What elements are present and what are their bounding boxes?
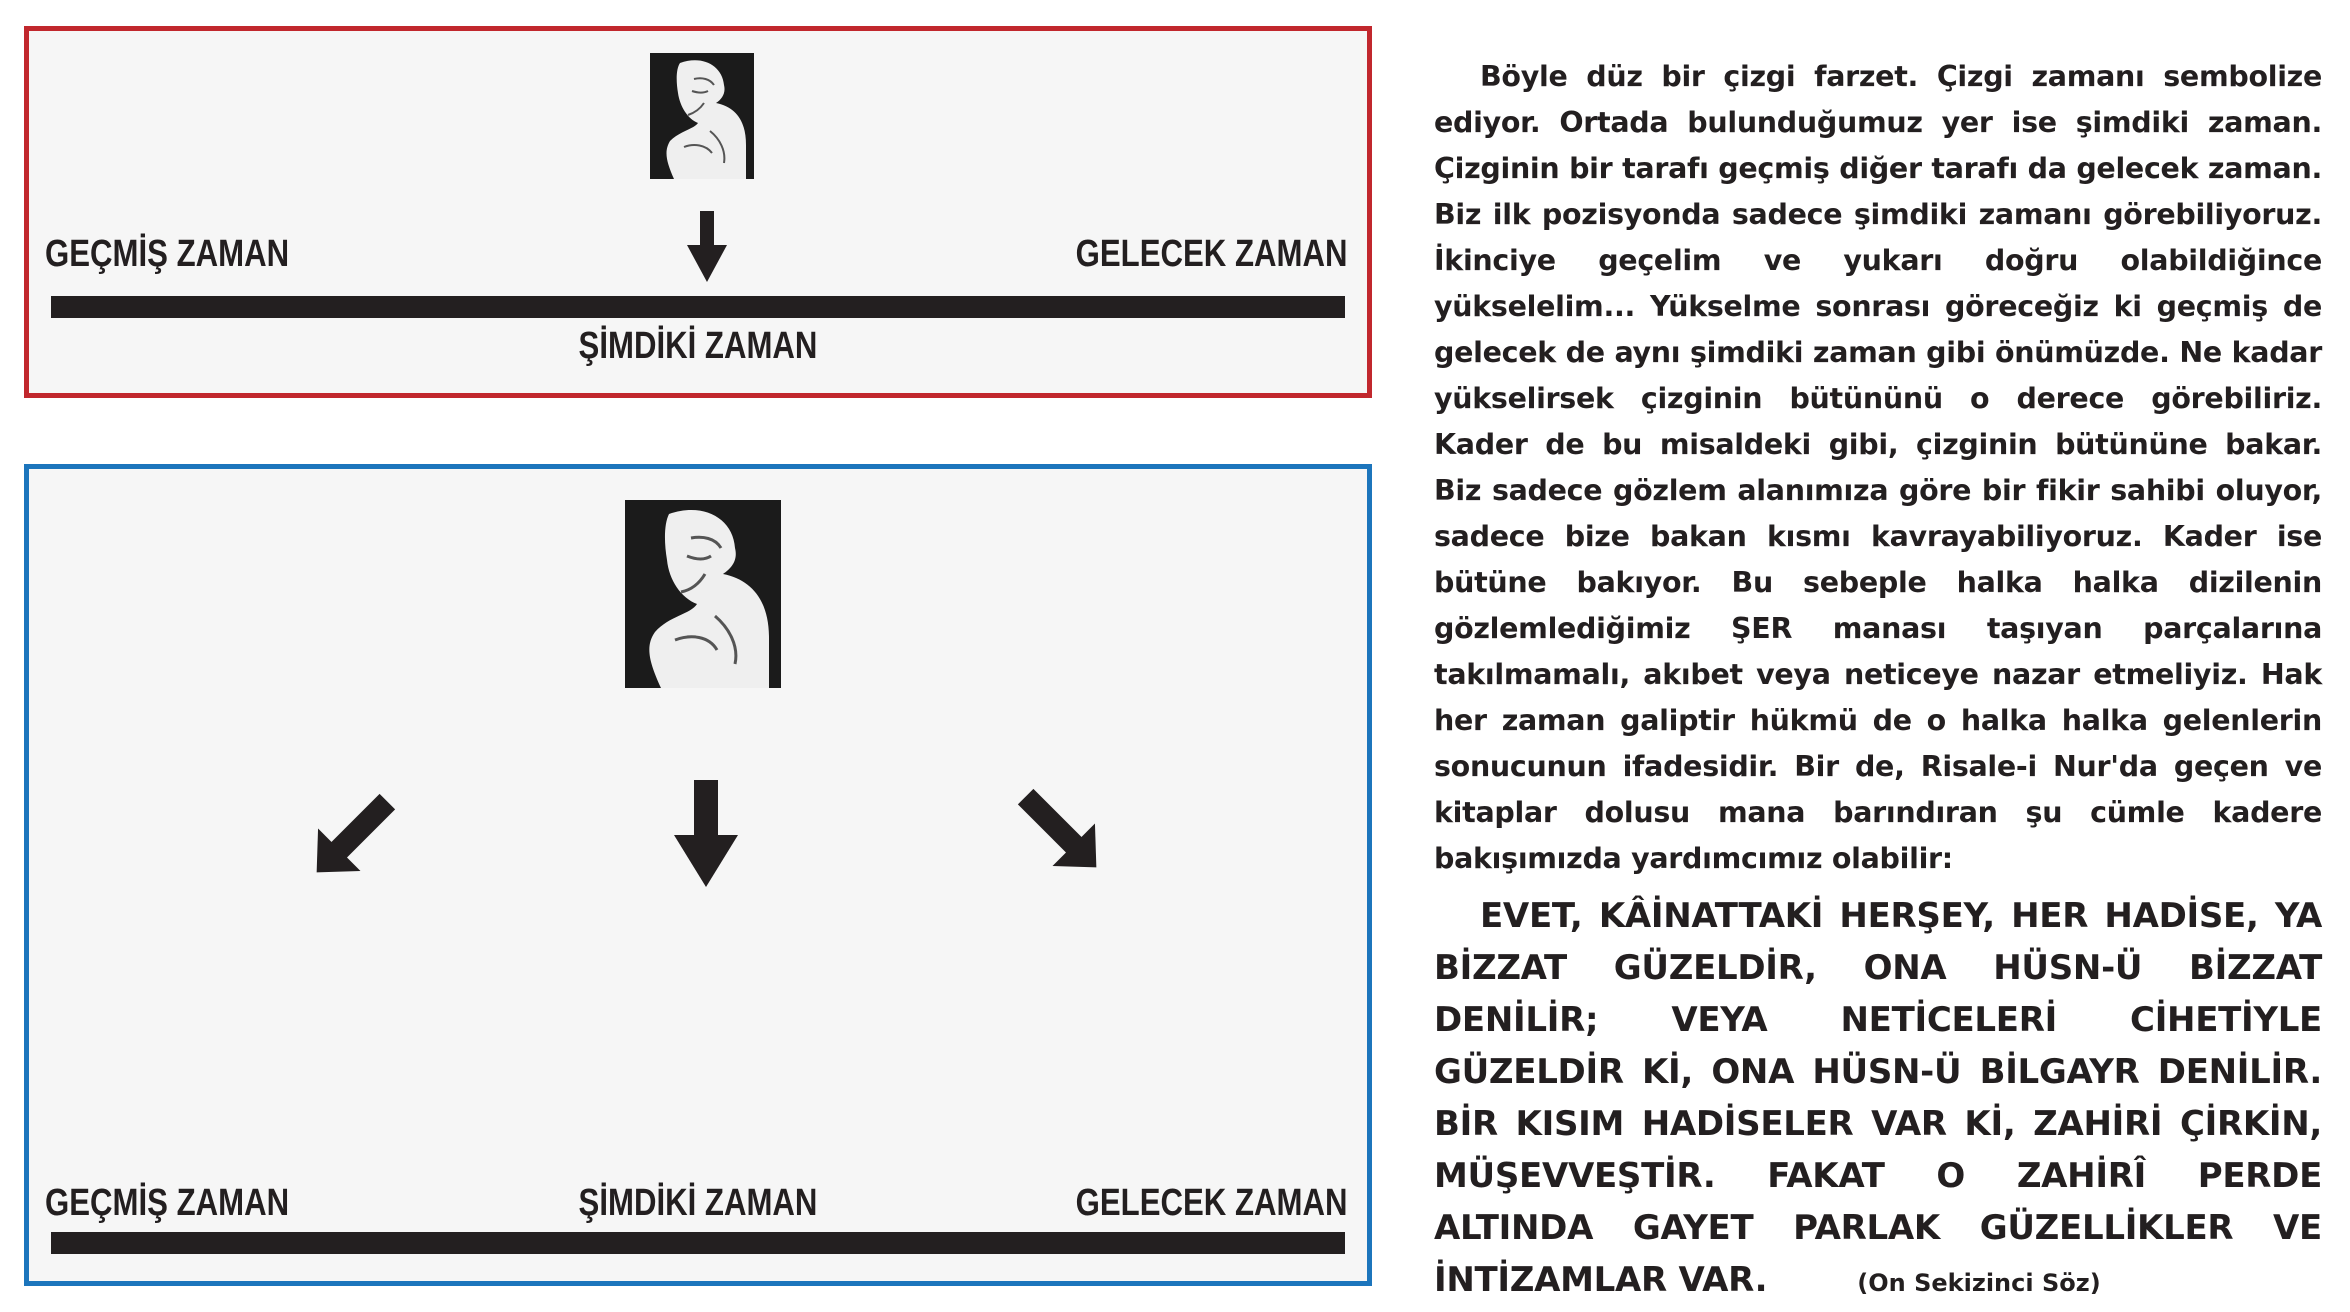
label-present: ŞİMDİKİ ZAMAN	[578, 1182, 818, 1224]
explanation-text	[1434, 54, 2322, 1309]
time-line	[51, 1232, 1345, 1254]
label-past: GEÇMİŞ ZAMAN	[45, 233, 290, 275]
time-line	[51, 296, 1345, 318]
quote-block	[1434, 890, 2322, 1309]
diagram-bottom-panel	[24, 464, 1372, 1286]
label-future: GELECEK ZAMAN	[1075, 1182, 1347, 1224]
thinker-icon	[625, 500, 781, 688]
quote-source: (On Sekizinci Söz)	[1857, 1269, 2101, 1297]
label-past: GEÇMİŞ ZAMAN	[45, 1182, 290, 1224]
thinker-icon	[650, 53, 754, 179]
arrow-down-right-icon	[1004, 775, 1117, 888]
label-present: ŞİMDİKİ ZAMAN	[578, 325, 818, 367]
explanation-paragraph: Böyle düz bir çizgi farzet. Çizgi zamanı sembolize ediyor. Ortada bulunduğumuz yer ise şimdiki zaman. Çizginin bir tarafı geçmiş diğer tarafı da gelecek zaman. Biz ilk pozisyonda sadece şimdiki zamanı görebiliyoruz. İkinciye geçelim ve yukarı doğru olabildiğince yükselelim... Yükselme sonrası göreceğiz ki geçmiş de gelecek de aynı şimdiki zaman gibi önümüzde. Ne kadar yükselirsek çizginin bütününü o derece görebiliriz. Kader de bu misaldeki gibi, çizginin bütününe bakar. Biz sadece gözlem alanımıza göre bir fikir sahibi oluyor, sadece bize bakan kısmı kavrayabiliyoruz. Kader ise bütüne bakıyor. Bu sebeple halka halka dizilenin gözlemlediğimiz ŞER manası taşıyan parçalarına takılmamalı, akıbet veya neticeye nazar etmeliyiz. Hak her zaman galiptir hükmü de o halka halka gelenlerin sonucunun ifadesidir. Bir de, Risale-i Nur'da geçen ve kitaplar dolusu mana barındıran şu cümle kadere bakışımızda yardımcımız olabilir:	[1434, 60, 2322, 875]
label-future: GELECEK ZAMAN	[1075, 233, 1347, 275]
arrow-down-icon	[674, 780, 738, 887]
arrow-down-icon	[687, 211, 727, 282]
diagram-top-panel	[24, 26, 1372, 398]
quote-text: EVET, KÂİNATTAKİ HERŞEY, HER HADİSE, YA BİZZAT GÜZELDİR, ONA HÜSN-Ü BİZZAT DENİLİR; VEYA NETİCELERİ CİHETİYLE GÜZELDİR Kİ, ONA HÜSN-Ü BİLGAYR DENİLİR. BİR KISIM HADİSELER VAR Kİ, ZAHİRİ ÇİRKİN, MÜŞEVVEŞTİR. FAKAT O ZAHİRÎ PERDE ALTINDA GAYET PARLAK GÜZELLİKLER VE İNTİZAMLAR VAR.	[1434, 896, 2322, 1300]
arrow-down-left-icon	[295, 780, 408, 893]
diagram-bottom-art	[29, 469, 1367, 1281]
